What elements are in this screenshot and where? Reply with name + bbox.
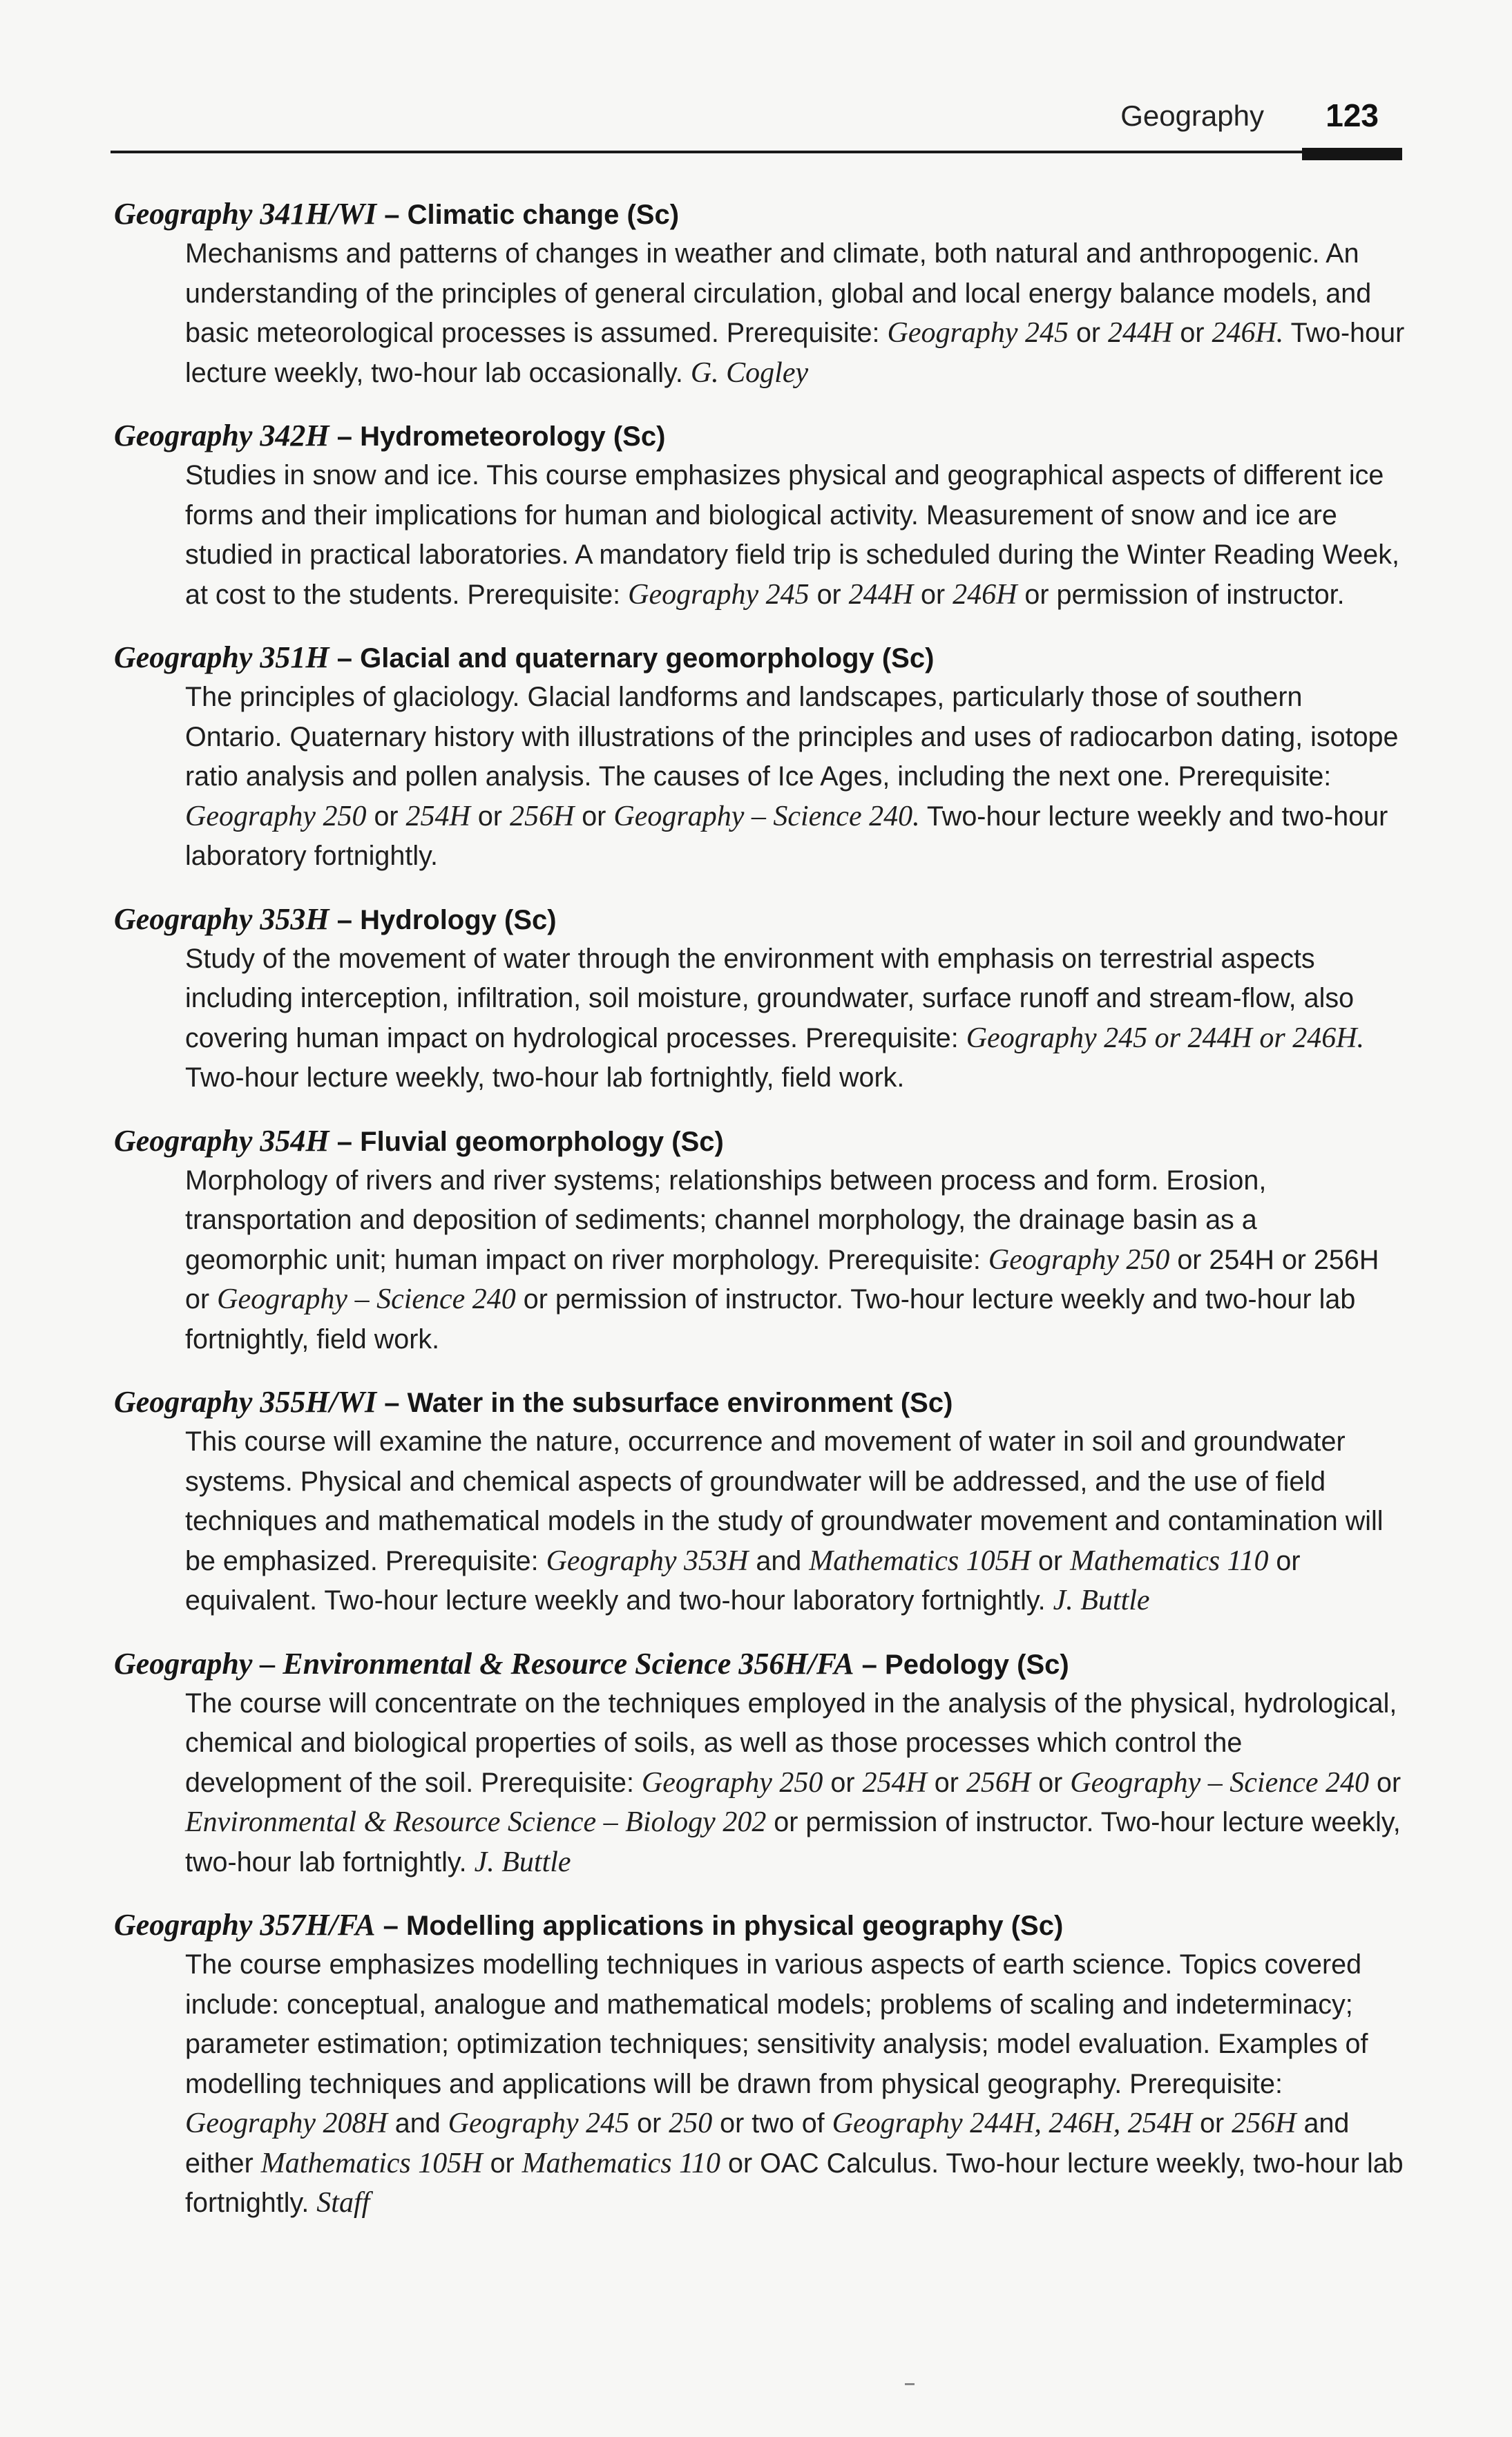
italic-reference: Mathematics 110 [521,2147,721,2179]
description-text: or 254H or 256H or [185,1244,1379,1315]
italic-reference: Mathematics 105H [809,1545,1031,1577]
course-description [185,1945,1406,2224]
italic-reference: 254H [862,1766,927,1799]
description-text: or permission of instructor. Two-hour lecture weekly, two-hour lab fortnightly. [185,1807,1401,1877]
italic-reference: 246H. [1212,317,1284,349]
description-text: or [1192,2108,1232,2139]
course-title: – Hydrometeorology (Sc) [329,421,666,452]
course-code: Geography 341H/WI [114,197,377,231]
description-text: or [809,579,849,610]
course-description [185,678,1406,877]
course-code: Geography 351H [114,640,329,674]
course-code: Geography – Environmental & Resource Science 356H/FA [114,1646,854,1681]
italic-reference: Geography 244H, 246H, 254H [832,2108,1193,2139]
description-text: The principles of glaciology. Glacial landforms and landscapes, particularly those of southern Ontario. Quaternary history with illustrations of the principles and uses of radiocarbon dating, isotope ratio analysis and pollen analysis. The causes of Ice Ages, including the next one. Prerequisite: [185,682,1399,792]
italic-reference: G. Cogley [690,356,809,389]
description-text: Morphology of rivers and river systems; relationships between process and form. Erosion, transportation and deposition of sediments; channel morphology, the drainage basin as a geomorphic unit; human impact on river morphology. Prerequisite: [185,1165,1267,1275]
description-text: or two of [712,2108,832,2139]
course-code: Geography 355H/WI [114,1385,377,1419]
description-text: Two-hour lecture weekly, two-hour lab occasionally. [185,318,1405,388]
description-text: Two-hour lecture weekly and two-hour laboratory fortnightly. [185,801,1388,871]
description-text: and either [185,2108,1350,2179]
description-text: Study of the movement of water through the environment with emphasis on terrestrial aspects including interception, infiltration, soil moisture, groundwater, surface runoff and stream-flow, also covering human impact on hydrological processes. Prerequisite: [185,943,1355,1053]
description-text: or [1031,1767,1071,1798]
course-description [185,234,1406,393]
italic-reference: Geography – Science 240 [217,1283,516,1315]
italic-reference: Geography 250 [988,1243,1170,1276]
course-description [185,1161,1406,1360]
course-entry [114,1906,1406,2224]
italic-reference: Geography 245 [448,2108,630,2139]
description-text: or [366,801,406,832]
italic-reference: 244H [848,578,914,611]
italic-reference: Geography 245 [887,317,1069,349]
description-text: or [1031,1545,1071,1576]
course-heading [114,638,1406,678]
course-code: Geography 354H [114,1123,329,1158]
header-rule [111,151,1402,153]
course-title: – Pedology (Sc) [854,1649,1069,1680]
running-header [111,97,1402,152]
course-title: – Modelling applications in physical geography (Sc) [375,1911,1064,1941]
course-title: – Hydrology (Sc) [329,904,557,935]
course-description [185,939,1406,1098]
italic-reference: J. Buttle [1053,1585,1150,1616]
italic-reference: 246H [953,578,1017,611]
italic-reference: Geography 353H [546,1545,749,1577]
course-heading [114,900,1406,939]
italic-reference: Geography 250 [185,800,367,832]
description-text: This course will examine the nature, occurrence and movement of water in soil and groundwater systems. Physical and chemical aspects of groundwater will be addressed, and the use of field techniques and mathematical models in the study of groundwater movement and contamination will be emphasized. Prerequisite: [185,1426,1384,1576]
header-section-title: Geography [1120,99,1264,132]
description-text: or [1369,1767,1401,1798]
course-code: Geography 357H/FA [114,1908,376,1942]
italic-reference: J. Buttle [474,1846,571,1878]
description-text: or permission of instructor. [1017,579,1345,610]
course-list [114,195,1406,2247]
italic-reference: Mathematics 110 [1070,1545,1269,1577]
course-heading [114,1122,1406,1161]
description-text: Two-hour lecture weekly, two-hour lab fortnightly, field work. [185,1062,905,1093]
course-heading [114,417,1406,456]
italic-reference: Geography – Science 240. [613,800,920,832]
course-entry [114,900,1406,1098]
course-code: Geography 342H [114,419,329,452]
description-text: and [748,1545,810,1576]
course-entry [114,1122,1406,1360]
description-text: or [823,1767,863,1798]
italic-reference: 256H [509,800,575,832]
course-title: – Water in the subsurface environment (Sc) [376,1388,953,1418]
italic-reference: 250 [669,2108,713,2139]
description-text: The course will concentrate on the techniques employed in the analysis of the physical, hydrological, chemical and biological properties of soils, as well as those processes which control the development of the soil. Prerequisite: [185,1688,1397,1798]
course-heading [114,195,1406,234]
page-number: 123 [1326,97,1379,133]
description-text: or [913,579,953,610]
course-entry [114,1383,1406,1621]
description-text: or [470,801,510,832]
italic-reference: Geography 245 [628,578,810,611]
italic-reference: 244H [1108,317,1173,349]
description-text: or [574,801,614,832]
description-text: or [1068,318,1109,348]
description-text: or [629,2108,669,2139]
italic-reference: Geography – Science 240 [1070,1766,1369,1799]
course-entry [114,1645,1406,1883]
course-heading [114,1383,1406,1422]
scan-mark [905,2383,915,2385]
italic-reference: Geography 245 or 244H or 246H. [966,1022,1365,1054]
course-heading [114,1645,1406,1684]
course-title: – Fluvial geomorphology (Sc) [329,1126,724,1157]
italic-reference: Geography 208H [185,2108,387,2139]
description-text: or equivalent. Two-hour lecture weekly and two-hour laboratory fortnightly. [185,1545,1301,1616]
description-text: or permission of instructor. Two-hour lecture weekly and two-hour lab fortnightly, field work. [185,1284,1356,1355]
description-text: or [1172,318,1212,348]
course-heading [114,1906,1406,1945]
description-text: and [387,2108,448,2139]
italic-reference: Environmental & Resource Science – Biology 202 [185,1806,767,1838]
italic-reference: 256H [1232,2108,1296,2139]
italic-reference: 254H [405,800,470,832]
italic-reference: 256H [966,1766,1031,1799]
course-description [185,456,1406,615]
description-text: Studies in snow and ice. This course emphasizes physical and geographical aspects of different ice forms and their implications for human and biological activity. Measurement of snow and ice are studied in practical laboratories. A mandatory field trip is scheduled during the Winter Reading Week, at cost to the students. Prerequisite: [185,460,1399,610]
italic-reference: Staff [316,2187,370,2219]
description-text: The course emphasizes modelling techniques in various aspects of earth science. Topics covered include: conceptual, analogue and mathematical models; problems of scaling and indeterminacy; parameter estimation; optimization techniques; sensitivity analysis; model evaluation. Examples of modelling techniques and applications will be drawn from physical geography. Prerequisite: [185,1949,1368,2099]
italic-reference: Mathematics 105H [260,2147,483,2179]
description-text: or OAC Calculus. Two-hour lecture weekly, two-hour lab fortnightly. [185,2148,1404,2218]
course-code: Geography 353H [114,901,329,936]
course-description [185,1422,1406,1621]
course-entry [114,638,1406,877]
course-title: – Climatic change (Sc) [376,200,680,230]
header-rule-tab [1302,148,1402,160]
description-text: Mechanisms and patterns of changes in weather and climate, both natural and anthropogenic. An understanding of the principles of general circulation, global and local energy balance models, and basic meteorological processes is assumed. Prerequisite: [185,238,1372,348]
italic-reference: Geography 250 [641,1766,823,1799]
course-description [185,1684,1406,1883]
description-text: or [926,1767,966,1798]
course-entry [114,195,1406,393]
description-text: or [482,2148,522,2179]
course-title: – Glacial and quaternary geomorphology (Sc) [329,643,935,673]
course-entry [114,417,1406,615]
